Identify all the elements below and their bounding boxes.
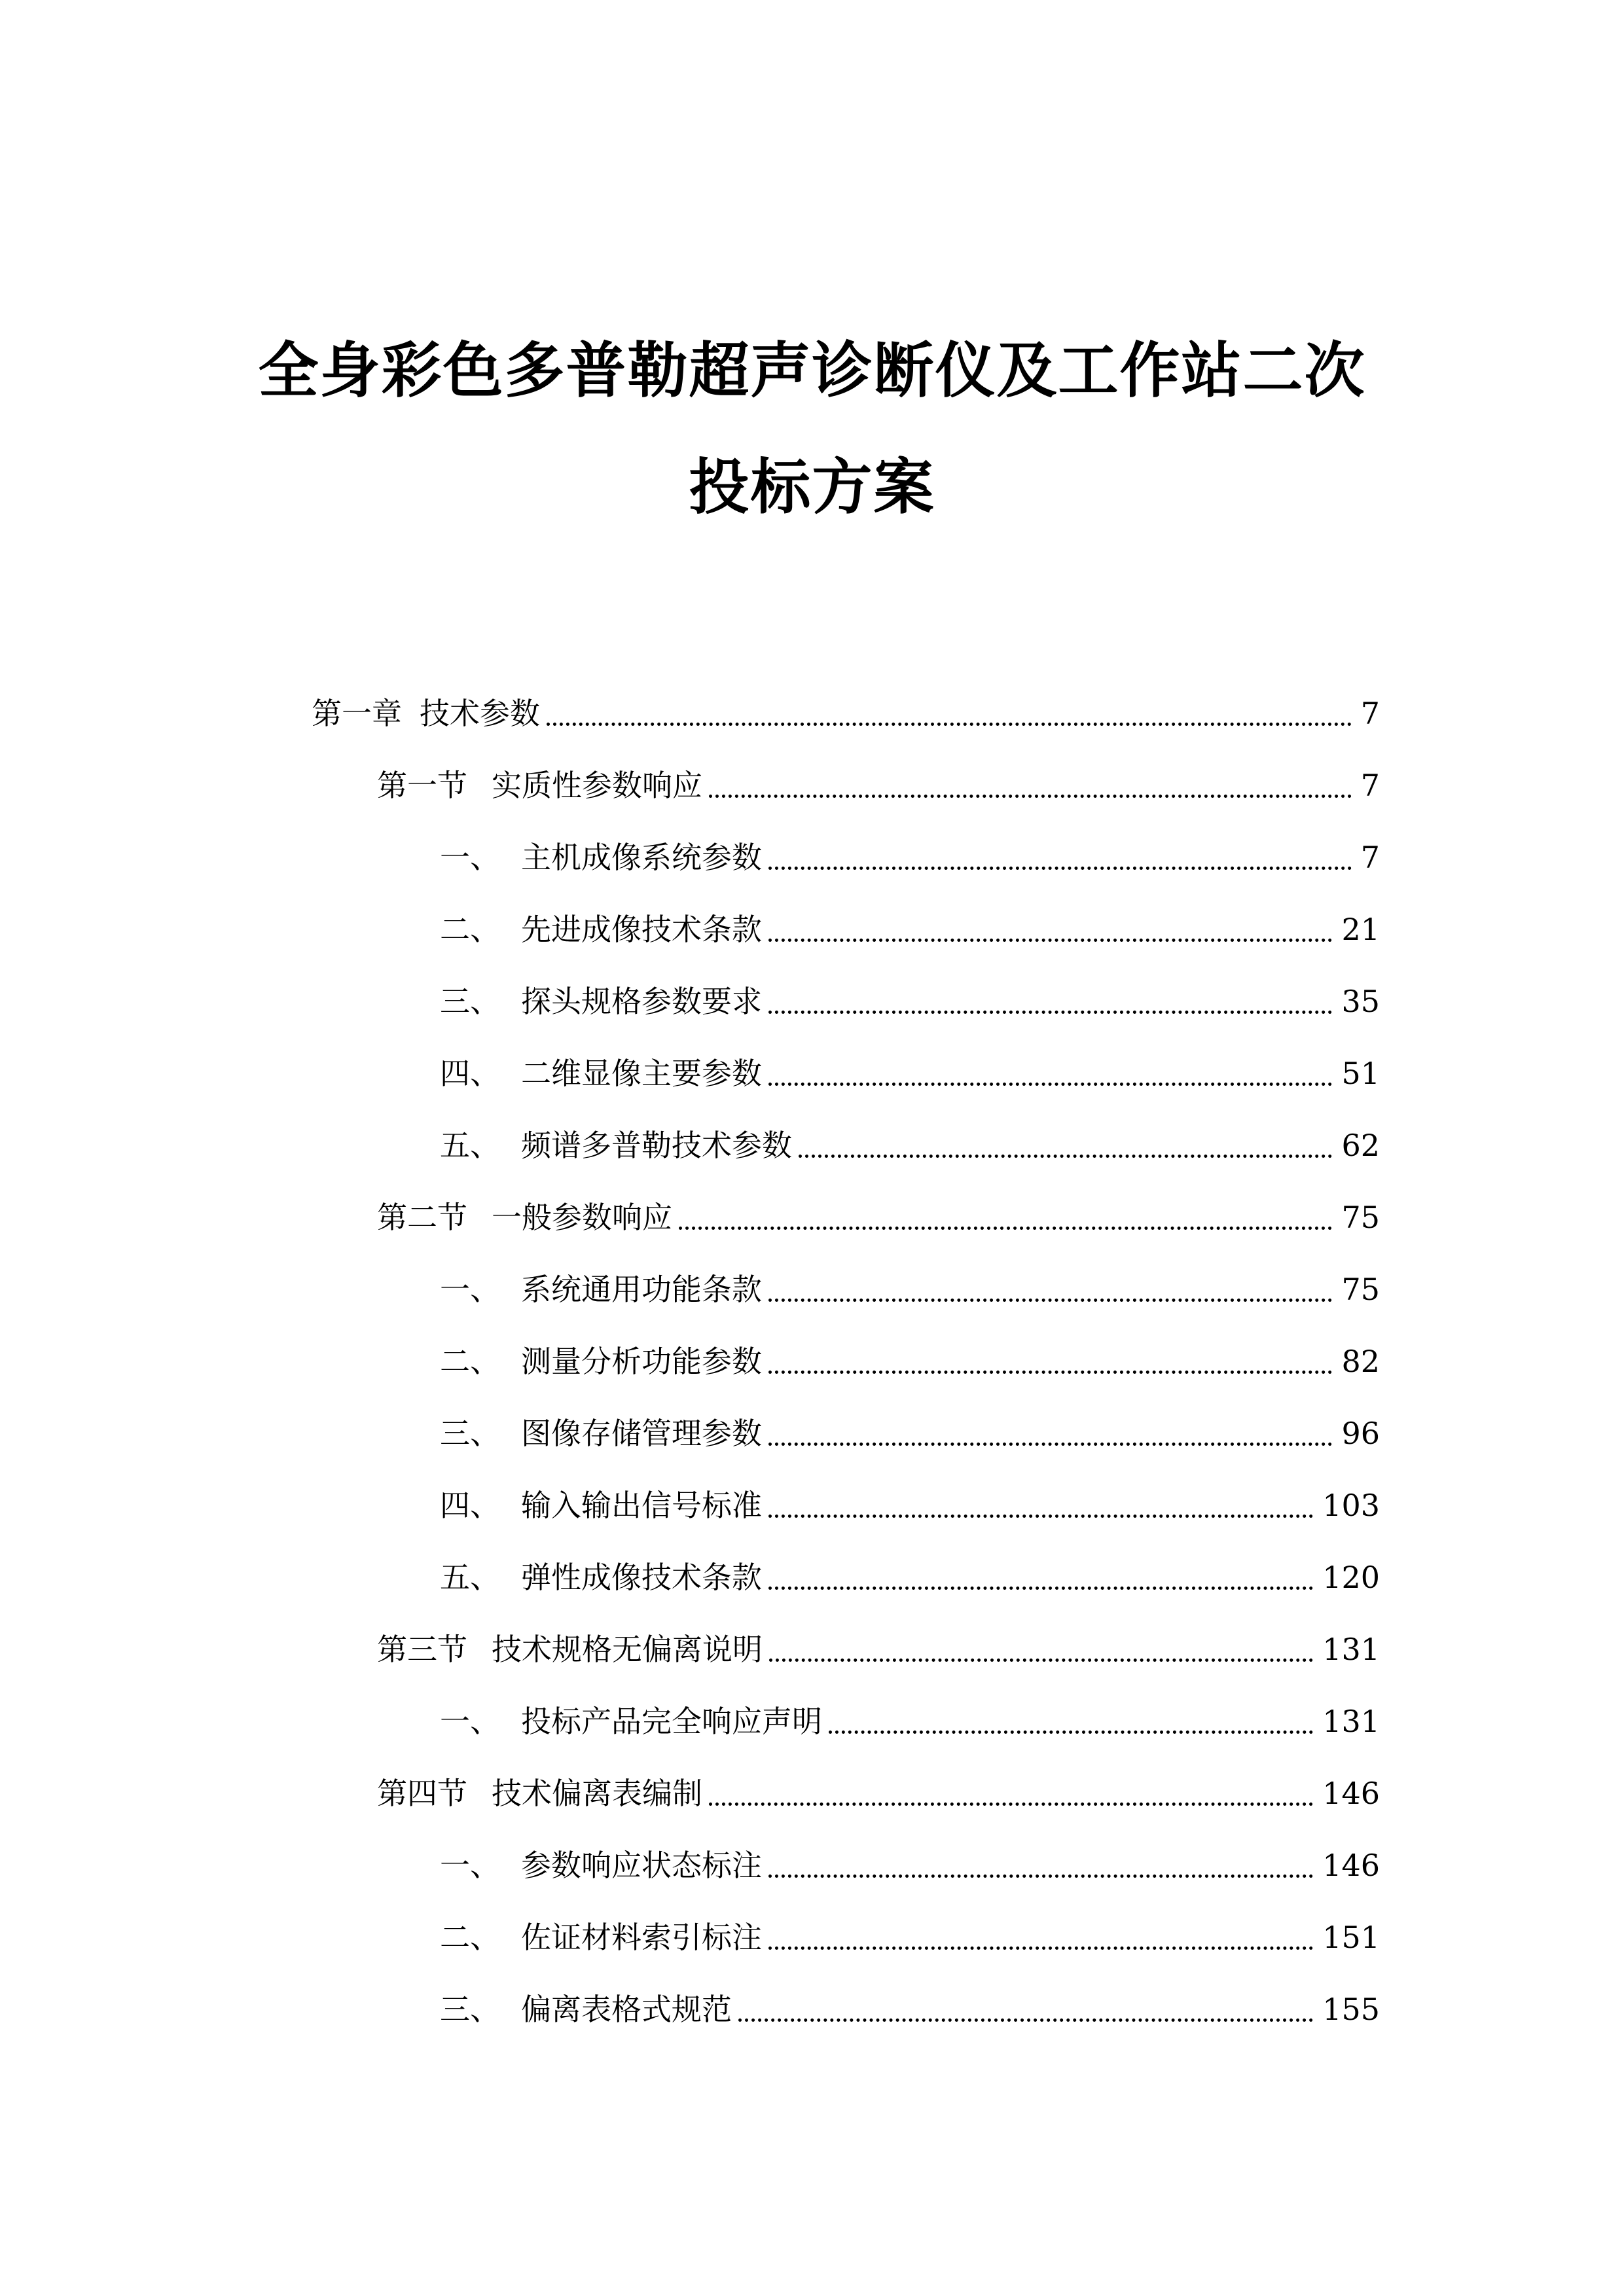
dot-leader: [709, 1803, 1313, 1806]
toc-entry-label: 探头规格参数要求: [521, 984, 762, 1019]
toc-entry-label: 弹性成像技术条款: [521, 1560, 762, 1595]
toc-entry[interactable]: [440, 1698, 1380, 1744]
toc-entry-number: 三、: [440, 984, 500, 1019]
toc-entry-number: 第四节: [377, 1776, 467, 1811]
toc-entry-page: 146: [1322, 1776, 1380, 1811]
toc-entry-page: 131: [1322, 1632, 1380, 1667]
dot-leader: [738, 2018, 1313, 2022]
dot-leader: [768, 867, 1352, 870]
toc-entry-label: 图像存储管理参数: [521, 1416, 762, 1451]
toc-entry-page: 21: [1341, 912, 1380, 947]
toc-entry[interactable]: [440, 1122, 1380, 1168]
toc-entry[interactable]: [440, 906, 1380, 952]
toc-entry-label: 输入输出信号标准: [521, 1488, 762, 1523]
toc-entry-number: 三、: [440, 1992, 500, 2027]
dot-leader: [799, 1155, 1332, 1158]
dot-leader: [547, 723, 1352, 726]
dot-leader: [768, 1299, 1332, 1302]
toc-entry-number: 二、: [440, 1344, 500, 1379]
toc-entry[interactable]: [440, 1842, 1380, 1888]
toc-entry-number: 三、: [440, 1416, 500, 1451]
toc-entry[interactable]: [440, 1986, 1380, 2032]
toc-entry-number: 五、: [440, 1560, 500, 1595]
toc-entry-page: 75: [1341, 1200, 1380, 1235]
toc-entry[interactable]: [440, 834, 1380, 880]
dot-leader: [829, 1731, 1313, 1734]
toc-entry[interactable]: [440, 1914, 1380, 1960]
toc-entry[interactable]: [377, 1194, 1380, 1240]
toc-entry-label: 偏离表格式规范: [521, 1992, 732, 2027]
toc-entry-page: 120: [1322, 1560, 1380, 1595]
toc-entry[interactable]: [440, 1482, 1380, 1528]
toc-entry-page: 35: [1341, 984, 1380, 1019]
dot-leader: [768, 939, 1332, 942]
toc-entry-label: 系统通用功能条款: [521, 1272, 762, 1307]
toc-entry-label: 技术规格无偏离说明: [492, 1632, 763, 1667]
document-title-line1: 全身彩色多普勒超声诊断仪及工作站二次: [258, 336, 1366, 406]
toc-entry-number: 一、: [440, 1848, 500, 1883]
toc-entry-number: 第三节: [377, 1632, 467, 1667]
dot-leader: [768, 1874, 1313, 1878]
toc-entry-label: 参数响应状态标注: [521, 1848, 762, 1883]
toc-entry[interactable]: [440, 1266, 1380, 1312]
toc-entry[interactable]: [312, 691, 1380, 736]
toc-entry-number: 五、: [440, 1128, 500, 1163]
toc-entry-page: 7: [1360, 768, 1380, 803]
toc-entry-number: 第一章: [312, 696, 402, 731]
toc-entry[interactable]: [377, 1626, 1380, 1672]
dot-leader: [768, 1011, 1332, 1014]
toc-entry-number: 第一节: [377, 768, 467, 803]
dot-leader: [769, 1659, 1313, 1662]
toc-entry-number: 四、: [440, 1488, 500, 1523]
toc-entry-label: 频谱多普勒技术参数: [521, 1128, 792, 1163]
toc-entry-page: 146: [1322, 1848, 1380, 1883]
toc-entry-page: 151: [1322, 1920, 1380, 1955]
toc-entry-page: 75: [1341, 1272, 1380, 1307]
toc-entry-page: 96: [1341, 1416, 1380, 1451]
toc-entry-label: 佐证材料索引标注: [521, 1920, 762, 1955]
toc-entry[interactable]: [440, 978, 1380, 1024]
toc-entry[interactable]: [440, 1050, 1380, 1096]
dot-leader: [768, 1946, 1313, 1950]
toc-entry-label: 一般参数响应: [492, 1200, 672, 1235]
toc-entry-number: 一、: [440, 1704, 500, 1739]
toc-entry-label: 技术偏离表编制: [492, 1776, 702, 1811]
toc-entry[interactable]: [377, 1770, 1380, 1816]
toc-entry-number: 二、: [440, 1920, 500, 1955]
toc-entry-page: 7: [1360, 696, 1380, 731]
toc-entry[interactable]: [440, 1338, 1380, 1384]
toc-entry-page: 82: [1341, 1344, 1380, 1379]
dot-leader: [679, 1227, 1332, 1230]
toc-entry-page: 131: [1322, 1704, 1380, 1739]
dot-leader: [768, 1083, 1332, 1086]
toc-entry-number: 第二节: [377, 1200, 467, 1235]
toc-entry[interactable]: [440, 1554, 1380, 1600]
toc-entry-label: 技术参数: [420, 696, 540, 731]
dot-leader: [768, 1587, 1313, 1590]
toc-entry-label: 先进成像技术条款: [521, 912, 762, 947]
toc-entry-page: 103: [1322, 1488, 1380, 1523]
toc-entry-number: 一、: [440, 1272, 500, 1307]
toc-entry-page: 51: [1341, 1056, 1380, 1091]
toc-entry-label: 测量分析功能参数: [521, 1344, 762, 1379]
toc-entry-number: 四、: [440, 1056, 500, 1091]
toc-entry-label: 投标产品完全响应声明: [521, 1704, 822, 1739]
toc-entry[interactable]: [377, 762, 1380, 808]
document-title-line2: 投标方案: [689, 452, 935, 522]
dot-leader: [768, 1515, 1313, 1518]
toc-entry-page: 62: [1341, 1128, 1380, 1163]
dot-leader: [709, 795, 1352, 798]
toc-entry[interactable]: [440, 1410, 1380, 1456]
toc-entry-page: 7: [1360, 840, 1380, 875]
toc-entry-label: 二维显像主要参数: [521, 1056, 762, 1091]
toc-entry-page: 155: [1322, 1992, 1380, 2027]
toc-entry-label: 实质性参数响应: [492, 768, 702, 803]
toc-entry-number: 一、: [440, 840, 500, 875]
dot-leader: [768, 1443, 1332, 1446]
toc-entry-label: 主机成像系统参数: [521, 840, 762, 875]
dot-leader: [768, 1371, 1332, 1374]
toc-entry-number: 二、: [440, 912, 500, 947]
